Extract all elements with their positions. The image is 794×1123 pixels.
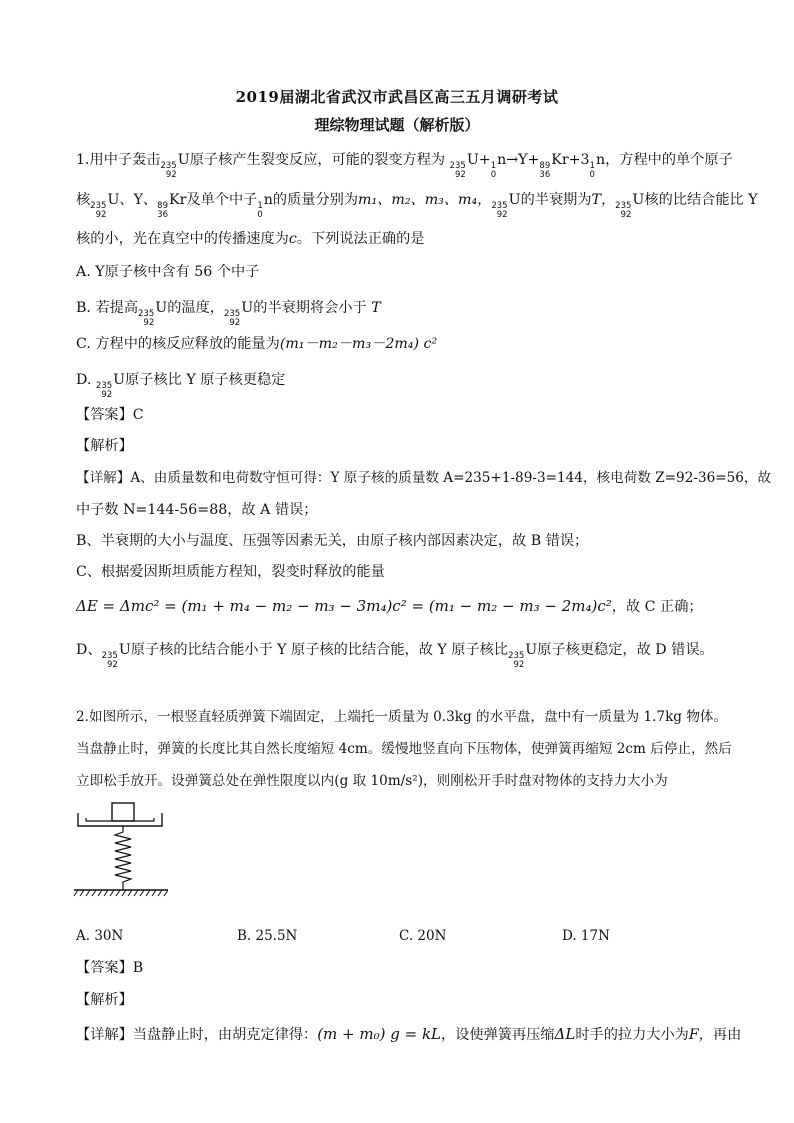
nuclide-u235: 235 92 U: [138, 300, 168, 328]
q1-detail-line-3: B、半衰期的大小与温度、压强等因素无关，由原子核内部因素决定，故 B 错误；: [76, 533, 589, 549]
spring-plate-figure: [72, 800, 168, 912]
q2-option-c: C. 20N: [399, 928, 447, 944]
ground-hatch: [74, 890, 168, 896]
q2-stem-line-2: 当盘静止时，弹簧的长度比其自然长度缩短 4cm。缓慢地竖直向下压物体，使弹簧再缩短 2cm 后停止，然后: [76, 741, 732, 757]
q1-option-a: A. Y原子核中含有 56 个中子: [76, 264, 260, 280]
nuclide-u235: 235 92 U: [223, 300, 254, 328]
q2-detail-line-1: 【详解】当盘静止时，由胡克定律得：(m + m₀) g = kL，设使弹簧再压缩ΔL时手的拉力大小为F，再由: [76, 1025, 742, 1043]
q1-stem-line-2: 核 235 92 U、Y、 89 36 Kr及单个中子 1 0 n的质量分别为m₁、m₂、m₃、m₄， 235 92 U的半衰期为T， 235 92 U核的比结合能比 Y: [76, 192, 758, 220]
spring: [115, 826, 131, 890]
q2-option-d: D. 17N: [562, 928, 610, 944]
plate-outer: [78, 813, 162, 826]
page-title: 2019届湖北省武汉市武昌区高三五月调研考试: [235, 88, 559, 106]
q1-detail-line-5: ΔE = Δmc² = (m₁ + m₄ − m₂ − m₃ − 3m₄)c² = (m₁ − m₂ − m₃ − 2m₄)c²，故 C 正确；: [76, 597, 703, 615]
q2-answer: 【答案】B: [76, 960, 144, 976]
q1-option-c: C. 方程中的核反应释放的能量为(m₁－m₂－m₃－2m₄) c²: [76, 336, 438, 352]
q2-stem-line-1: 2.如图所示，一根竖直轻质弹簧下端固定，上端托一质量为 0.3kg 的水平盘，盘中有一质量为 1.7kg 物体。: [76, 709, 728, 725]
q1-analysis-label: 【解析】: [76, 438, 133, 454]
nuclide-neutron: 1 0 n: [490, 152, 507, 180]
q1-detail-line-6: D、 235 92 U原子核的比结合能小于 Y 原子核的比结合能，故 Y 原子核比 235 92 U原子核更稳定，故 D 错误。: [76, 642, 714, 670]
nuclide-u235: 235 92 U: [508, 642, 538, 670]
q2-analysis-label: 【解析】: [76, 992, 133, 1008]
nuclide-u235: 235 92 U: [491, 192, 521, 220]
energy-equation: ΔE = Δmc² = (m₁ + m₄ − m₂ − m₃ − 3m₄)c² = (m₁ − m₂ − m₃ − 2m₄)c²: [76, 597, 612, 615]
nuclide-u235: 235 92 U: [101, 642, 131, 670]
nuclide-u235: 235 92 U: [449, 152, 479, 180]
nuclide-neutron: 1 0 n: [589, 152, 606, 180]
q1-detail-line-1: 【详解】A、由质量数和电荷数守恒可得：Y 原子核的质量数 A=235+1-89-3=144，核电荷数 Z=92-36=56，故: [76, 470, 772, 486]
q1-stem-line-3: 核的小，光在真空中的传播速度为c。下列说法正确的是: [76, 231, 425, 247]
q1-detail-line-2: 中子数 N=144-56=88，故 A 错误；: [76, 502, 318, 518]
q2-option-b: B. 25.5N: [237, 928, 298, 944]
nuclide-neutron: 1 0 n: [257, 192, 273, 220]
plate-inner: [86, 818, 154, 821]
q2-stem-line-3: 立即松手放开。设弹簧总处在弹性限度以内(g 取 10m/s²)，则刚松开手时盘对物体的支持力大小为: [76, 773, 668, 789]
nuclide-kr89: 89 36 Kr: [157, 192, 187, 220]
nuclide-u235: 235 92 U: [90, 192, 120, 220]
q1-stem-line-1: 1.用中子轰击 235 92 U原子核产生裂变反应，可能的裂变方程为 235 92 U+ 1 0 n→Y+ 89 36 Kr+3 1 0 n，方程中的单个原子: [76, 152, 733, 180]
nuclide-u235: 235 92 U: [160, 152, 190, 180]
q1-option-b: B. 若提高 235 92 U的温度， 235 92 U的半衰期将会小于 T: [76, 300, 381, 328]
nuclide-u235: 235 92 U: [95, 372, 126, 400]
nuclide-kr89: 89 36 Kr: [539, 152, 569, 180]
q1-option-d: D. 235 92 U原子核比 Y 原子核更稳定: [76, 372, 286, 400]
block-object: [112, 803, 134, 821]
page-subtitle: 理综物理试题（解析版）: [314, 116, 480, 134]
nuclide-u235: 235 92 U: [615, 192, 645, 220]
q1-detail-line-4: C、根据爱因斯坦质能方程知，裂变时释放的能量: [76, 564, 385, 580]
q1-answer: 【答案】C: [76, 407, 144, 423]
q2-option-a: A. 30N: [76, 928, 124, 944]
